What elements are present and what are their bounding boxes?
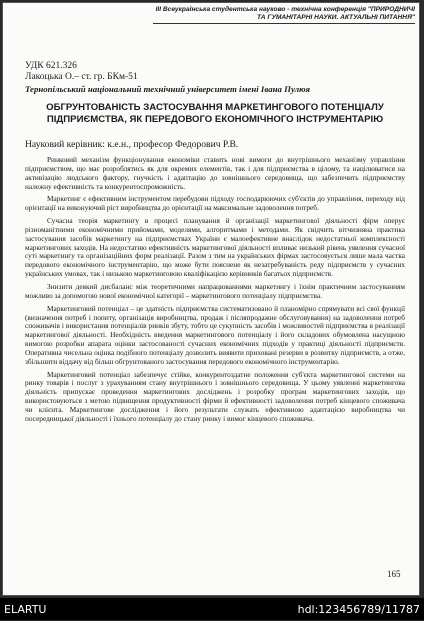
paragraph: Маркетинг є ефективним інструментом перебудови підходу господарюючих суб'єктів до управління, переходу від орієнтації на виконуючий ріст виробництва до орієнтації на максимальне задоволення потреб. [25,194,405,213]
document-page [2,2,420,596]
udk-code: УДК 621.326 [25,61,77,71]
article-body [25,156,405,428]
conference-header: III Всеукраїнська студентська науково - технічна конференція "ПРИРОДНИЧІ ТА ГУМАНІТАРНІ НАУКИ. АКТУАЛЬНІ ПИТАННЯ" [153,6,415,24]
paragraph: Сучасна теорія маркетингу в процесі планування й організації маркетингової діяльності фірм оперує різноманітними економічними прийомами, моделями, алгоритмами і методами. Як свідчить вітчизняна практика застосування засобів маркетингу на підприємствах України є малоефективне внаслідок недостатньої комплексності маркетингових заходів. На недостатню ефективність маркетингової діяльності впливає низький рівень уявлення сучасної суті маркетингу та організаційних форм реалізації. Разом з тим на українських фірмах застосовується лише мала частка передового економічного інструментарію, що може бути пояснене як незатребуваність реду підприємств у сучасних українських умовах, так і низькою маркетинговою кваліфікацією керівників багатьох підприємств. [25,216,405,279]
author-line: Лакоцька О.– ст. гр. БКм-51 [25,72,138,82]
university-line: Тернопільський національний технічний університет імені Івана Пулюя [25,84,311,94]
paragraph: Маркетинговий потенціал – це здатність підприємства систематизовано й планомірно спрямувати всі свої функції (визначення потреб і попиту, організація виробництва, продаж і післяпродажне обслуговування) на задоволення потреб споживачів і використання потенціалів ринків збуту, тобто це сукупність засобів і можливостей підприємства в реалізації маркетингової діяльності. Необхідність введення маркетингового потенціалу і його складових обумовлена насущною вимогою розробки апарата оцінки застосованості сучасних економічних підходів у практиці діяльності підприємств. Оперативна чисельна оцінка подібного потенціалу дозволить виявити приховані резерви в розвитку підприємств, а отже, збільшити віддачу від більш обгрунтованого застосування передового економічного інструментарію. [25,303,405,366]
supervisor-line: Науковий керівник: к.е.н., професор Федорович Р.В. [25,139,239,150]
repository-name: ELARTU [4,603,47,616]
handle-id[interactable]: hdl:123456789/11787 [297,603,420,616]
article-title: ОБГРУНТОВАНІСТЬ ЗАСТОСУВАННЯ МАРКЕТИНГОВОГО ПОТЕНЦІАЛУ ПІДПРИЄМСТВА, ЯК ПЕРЕДОВОГО ЕКОНОМІЧНОГО ІНСТРУМЕНТАРІЮ [46,102,384,125]
paragraph: Знизити деякий дисбаланс між теоретичними напрацюваннями маркетингу і їхнім практичним застосуванням можливо за допомогою нової економічної категорії – маркетингового потенціалу підприємства. [25,281,405,300]
paragraph: Ринковий механізм функціонування економіки ставить нові вимоги до внутрішнього механізму управління підприємством, що має розроблятись як для окремих елементів, так і для підприємства в цілому, та націлюватися на активізацію людського фактору, гнучкість і адаптацію до зовнішнього середовища, що забезпечить підприємству належну ефективність та конкурентоспроможність. [25,155,405,191]
page-number: 165 [387,569,401,579]
repository-footer [0,598,424,620]
paragraph: Маркетинговий потенціал забезпечує стійке, конкурентоздатне положення суб'єкта маркетингової системи на ринку товарів і послуг з урахуванням стану внутрішнього і зовнішнього середовища. У цьому уявленні маркетингова діяльність припускає проведення маркетингових досліджень і розробку програм маркетингових заходів, що використовуються з метою підвищення продуктивності фірми й ефективності задоволення потреб кінцевого споживача чи клієнта. Маркетингове дослідження і його результати служать ефективною адаптацією виробництва чи посередницької діяльності і їхнього потенціалу до стану ринку і вимог кінцевого споживача. [25,369,405,423]
